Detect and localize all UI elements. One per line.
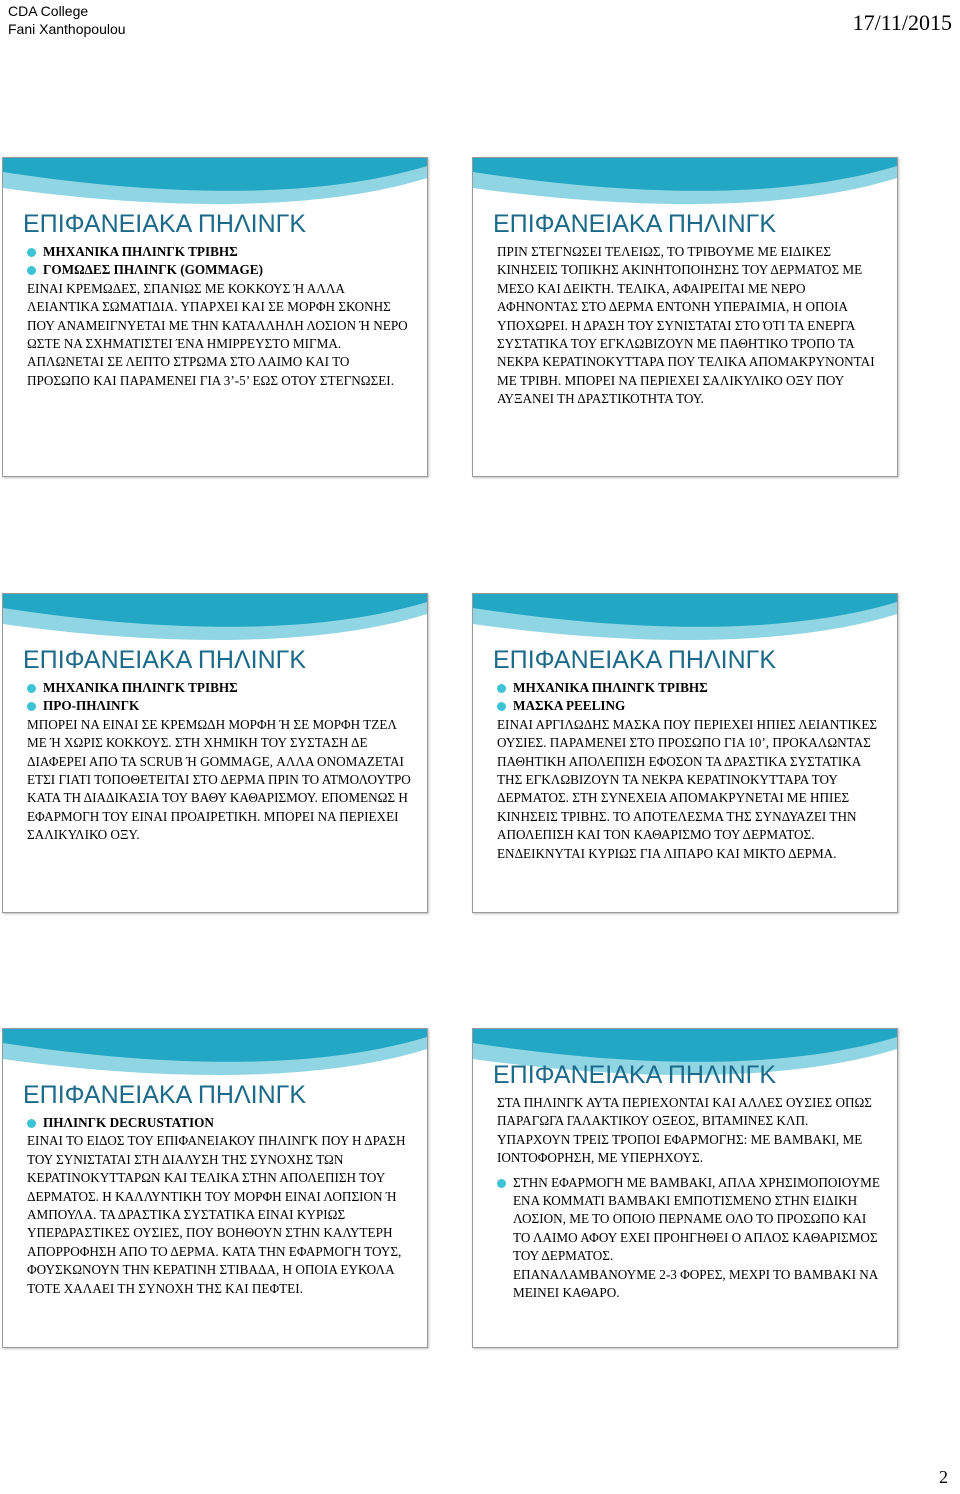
slide-bullet: ΜΗΧΑΝΙΚΑ ΠΗΛΙΝΓΚ ΤΡΙΒΗΣ [497,679,883,697]
slide-intro: ΣΤΑ ΠΗΛΙΝΓΚ ΑΥΤΑ ΠΕΡΙΕΧΟΝΤΑΙ ΚΑΙ ΑΛΛΕΣ ΟΥΣΙΕΣ ΟΠΩΣ ΠΑΡΑΓΩΓΑ ΓΑΛΑΚΤΙΚΟΥ ΟΞΕΟΣ, ΒΙΤΑΜΙΝΕΣ ΚΛΠ. ΥΠΑΡΧΟΥΝ ΤΡΕΙΣ ΤΡΟΠΟΙ ΕΦΑΡΜΟΓΗΣ: ΜΕ ΒΑΜΒΑΚΙ, ΜΕ ΙΟΝΤΟΦΟΡΗΣΗ, ΜΕ ΥΠΕΡΗΧΟΥΣ. [497,1095,872,1166]
slide-text: ΠΡΙΝ ΣΤΕΓΝΩΣΕΙ ΤΕΛΕΙΩΣ, ΤΟ ΤΡΙΒΟΥΜΕ ΜΕ ΕΙΔΙΚΕΣ ΚΙΝΗΣΕΙΣ ΤΟΠΙΚΗΣ ΑΚΙΝΗΤΟΠΟΙΗΣΗΣ ΤΟΥ ΔΕΡΜΑΤΟΣ ΜΕ ΜΕΣΟ ΚΑΙ ΔΕΙΚΤΗ. ΤΕΛΙΚΑ, ΑΦΑΙΡΕΙΤΑΙ ΜΕ ΝΕΡΟ ΑΦΗΝΟΝΤΑΣ ΣΤΟ ΔΕΡΜΑ ΕΝΤΟΝΗ ΥΠΕΡΑΙΜΙΑ, Η ΟΠΟΙΑ ΥΠΟΧΩΡΕΙ. Η ΔΡΑΣΗ ΤΟΥ ΣΥΝΙΣΤΑΤΑΙ ΣΤΟ ΌΤΙ ΤΑ ΕΝΕΡΓΑ ΣΥΣΤΑΤΙΚΑ ΤΟΥ ΕΓΚΛΩΒΙΖΟΥΝ ΜΕ ΠΑΘΗΤΙΚΟ ΤΡΟΠΟ ΤΑ ΝΕΚΡΑ ΚΕΡΑΤΙΝΟΚΥΤΤΑΡΑ ΠΟΥ ΤΕΛΙΚΑ ΑΠΟΜΑΚΡΥΝΟΝΤΑΙ ΜΕ ΤΡΙΒΗ. ΜΠΟΡΕΙ ΝΑ ΠΕΡΙΕΧΕΙ ΣΑΛΙΚΥΛΙΚΟ ΟΞΥ ΠΟΥ ΑΥΞΑΝΕΙ ΤΗ ΔΡΑΣΤΙΚΟΤΗΤΑ ΤΟΥ. [497,244,875,407]
slide-text: ΕΙΝΑΙ ΑΡΓΙΛΩΔΗΣ ΜΑΣΚΑ ΠΟΥ ΠΕΡΙΕΧΕΙ ΗΠΙΕΣ ΛΕΙΑΝΤΙΚΕΣ ΟΥΣΙΕΣ. ΠΑΡΑΜΕΝΕΙ ΣΤΟ ΠΡΟΣΩΠΟ ΓΙΑ 10’, ΠΡΟΚΑΛΩΝΤΑΣ ΠΑΘΗΤΙΚΗ ΑΠΟΛΕΠΙΣΗ ΕΦΟΣΟΝ ΤΑ ΔΡΑΣΤΙΚΑ ΣΥΣΤΑΤΙΚΑ ΤΗΣ ΕΓΚΛΩΒΙΖΟΥΝ ΤΑ ΝΕΚΡΑ ΚΕΡΑΤΙΝΟΚΥΤΤΑΡΑ ΤΟΥ ΔΕΡΜΑΤΟΣ. ΣΤΗ ΣΥΝΕΧΕΙΑ ΑΠΟΜΑΚΡΥΝΕΤΑΙ ΜΕ ΗΠΙΕΣ ΚΙΝΗΣΕΙΣ ΤΡΙΒΗΣ. ΤΟ ΑΠΟΤΕΛΕΣΜΑ ΤΗΣ ΣΥΝΔΥΑΖΕΙ ΤΗΝ ΑΠΟΛΕΠΙΣΗ ΚΑΙ ΤΟΝ ΚΑΘΑΡΙΣΜΟ ΤΟΥ ΔΕΡΜΑΤΟΣ. ΕΝΔΕΙΚΝΥΤΑΙ ΚΥΡΙΩΣ ΓΙΑ ΛΙΠΑΡΟ ΚΑΙ ΜΙΚΤΟ ΔΕΡΜΑ. [497,716,878,861]
slide-title: ΕΠΙΦΑΝΕΙΑΚΑ ΠΗΛΙΝΓΚ [23,210,307,238]
header-date: 17/11/2015 [852,10,952,35]
slide-5 [2,1028,428,1348]
slide-text: ΜΠΟΡΕΙ ΝΑ ΕΙΝΑΙ ΣΕ ΚΡΕΜΩΔΗ ΜΟΡΦΗ Ή ΣΕ ΜΟΡΦΗ ΤΖΕΛ ΜΕ Ή ΧΩΡΙΣ ΚΟΚΚΟΥΣ. ΣΤΗ ΧΗΜΙΚΗ ΤΟΥ ΣΥΣΤΑΣΗ ΔΕ ΔΙΑΦΕΡΕΙ ΑΠΟ ΤΑ SCRUB Ή GOMMAGE, ΑΛΛΑ ΟΝΟΜΑΖΕΤΑΙ ΕΤΣΙ ΓΙΑΤΙ ΤΟΠΟΘΕΤΕΙΤΑΙ ΣΤΟ ΔΕΡΜΑ ΠΡΙΝ ΤΟ ΑΤΜΟΛΟΥΤΡΟ ΚΑΤΑ ΤΗ ΔΙΑΔΙΚΑΣΙΑ ΤΟΥ ΒΑΘΥ ΚΑΘΑΡΙΣΜΟΥ. ΕΠΟΜΕΝΩΣ Η ΕΦΑΡΜΟΓΗ ΤΟΥ ΕΙΝΑΙ ΠΡΟΑΙΡΕΤΙΚΗ. ΜΠΟΡΕΙ ΝΑ ΠΕΡΙΕΧΕΙ ΣΑΛΙΚΥΛΙΚΟ ΟΞΥ. [27,716,411,843]
slide-title: ΕΠΙΦΑΝΕΙΑΚΑ ΠΗΛΙΝΓΚ [23,646,307,674]
slide-text: ΕΠΑΝΑΛΑΜΒΑΝΟΥΜΕ 2-3 ΦΟΡΕΣ, ΜΕΧΡΙ ΤΟ ΒΑΜΒΑΚΙ ΝΑ ΜΕΙΝΕΙ ΚΑΘΑΡΟ. [513,1266,878,1301]
slide-bullet: ΓΟΜΩΔΕΣ ΠΗΛΙΝΓΚ (GOMMAGE) [27,261,413,279]
slide-wave-decoration [473,594,897,654]
slide-title: ΕΠΙΦΑΝΕΙΑΚΑ ΠΗΛΙΝΓΚ [493,1061,777,1089]
slide-wave-decoration [3,594,427,654]
slide-title: ΕΠΙΦΑΝΕΙΑΚΑ ΠΗΛΙΝΓΚ [23,1081,307,1109]
slide-3 [2,593,428,913]
slide-bullet: ΜΗΧΑΝΙΚΑ ΠΗΛΙΝΓΚ ΤΡΙΒΗΣ [27,679,413,697]
page-number: 2 [939,1467,948,1487]
slide-1 [2,157,428,477]
slide-wave-decoration [473,158,897,218]
slide-4 [472,593,898,913]
slide-title: ΕΠΙΦΑΝΕΙΑΚΑ ΠΗΛΙΝΓΚ [493,210,777,238]
slide-wave-decoration [3,1029,427,1089]
slide-bullet: ΜΗΧΑΝΙΚΑ ΠΗΛΙΝΓΚ ΤΡΙΒΗΣ [27,243,413,261]
slide-bullet: ΣΤΗΝ ΕΦΑΡΜΟΓΗ ΜΕ ΒΑΜΒΑΚΙ, ΑΠΛΑ ΧΡΗΣΙΜΟΠΟΙΟΥΜΕ ΕΝΑ ΚΟΜΜΑΤΙ ΒΑΜΒΑΚΙ ΕΜΠΟΤΙΣΜΕΝΟ ΣΤΗΝ ΕΙΔΙΚΗ ΛΟΣΙΟΝ, ΜΕ ΤΟ ΟΠΟΙΟ ΠΕΡΝΑΜΕ ΟΛΟ ΤΟ ΠΡΟΣΩΠΟ ΚΑΙ ΤΟ ΛΑΙΜΟ ΑΦΟΥ ΕΧΕΙ ΠΡΟΗΓΗΘΕΙ Ο ΑΠΛΟΣ ΚΑΘΑΡΙΣΜΟΣ ΤΟΥ ΔΕΡΜΑΤΟΣ. [497,1174,883,1266]
slide-bullet: ΜΑΣΚΑ PEELING [497,697,883,715]
institution-name: CDA College [8,3,89,19]
slide-wave-decoration [3,158,427,218]
slide-text: ΕΙΝΑΙ ΚΡΕΜΩΔΕΣ, ΣΠΑΝΙΩΣ ΜΕ ΚΟΚΚΟΥΣ Ή ΑΛΛΑ ΛΕΙΑΝΤΙΚΑ ΣΩΜΑΤΙΔΙΑ. ΥΠΑΡΧΕΙ ΚΑΙ ΣΕ ΜΟΡΦΗ ΣΚΟΝΗΣ ΠΟΥ ΑΝΑΜΕΙΓΝΥΕΤΑΙ ΜΕ ΤΗΝ ΚΑΤΑΛΛΗΛΗ ΛΟΣΙΟΝ Ή ΝΕΡΟ ΩΣΤΕ ΝΑ ΣΧΗΜΑΤΙΣΤΕΙ ΈΝΑ ΗΜΙΡΡΕΥΣΤΟ ΜΙΓΜΑ. ΑΠΛΩΝΕΤΑΙ ΣΕ ΛΕΠΤΟ ΣΤΡΩΜΑ ΣΤΟ ΛΑΙΜΟ ΚΑΙ ΤΟ ΠΡΟΣΩΠΟ ΚΑΙ ΠΑΡΑΜΕΝΕΙ ΓΙΑ 3’-5’ ΕΩΣ ΟΤΟΥ ΣΤΕΓΝΩΣΕΙ. [27,280,408,388]
slide-text: ΕΙΝΑΙ ΤΟ ΕΙΔΟΣ ΤΟΥ ΕΠΙΦΑΝΕΙΑΚΟΥ ΠΗΛΙΝΓΚ ΠΟΥ Η ΔΡΑΣΗ ΤΟΥ ΣΥΝΙΣΤΑΤΑΙ ΣΤΗ ΔΙΑΛΥΣΗ ΤΗΣ ΣΥΝΟΧΗΣ ΤΩΝ ΚΕΡΑΤΙΝΟΚΥΤΤΑΡΩΝ ΚΑΙ ΤΕΛΙΚΑ ΣΤΗΝ ΑΠΟΛΕΠΙΣΗ ΤΟΥ ΔΕΡΜΑΤΟΣ. Η ΚΑΛΛΥΝΤΙΚΗ ΤΟΥ ΜΟΡΦΗ ΕΙΝΑΙ ΛΟΠΣΙΟΝ Ή ΑΜΠΟΥΛΑ. ΤΑ ΔΡΑΣΤΙΚΑ ΣΥΣΤΑΤΙΚΑ ΕΙΝΑΙ ΚΥΡΙΩΣ ΥΠΕΡΔΡΑΣΤΙΚΕΣ ΟΥΣΙΕΣ, ΠΟΥ ΒΟΗΘΟΥΝ ΣΤΗΝ ΚΑΛΥΤΕΡΗ ΑΠΟΡΡΟΦΗΣΗ ΑΠΟ ΤΟ ΔΕΡΜΑ. ΚΑΤΑ ΤΗΝ ΕΦΑΡΜΟΓΗ ΤΟΥΣ, ΦΟΥΣΚΩΝΟΥΝ ΤΗΝ ΚΕΡΑΤΙΝΗ ΣΤΙΒΑΔΑ, Η ΟΠΟΙΑ ΕΥΚΟΛΑ ΤΟΤΕ ΧΑΛΑΕΙ ΤΗ ΣΥΝΟΧΗ ΤΗΣ ΚΑΙ ΠΕΦΤΕΙ. [27,1133,406,1296]
header-left [8,2,126,38]
slide-bullet: ΠΗΛΙΝΓΚ DECRUSTATION [27,1114,413,1132]
slide-title: ΕΠΙΦΑΝΕΙΑΚΑ ΠΗΛΙΝΓΚ [493,646,777,674]
author-name: Fani Xanthopoulou [8,21,126,37]
slide-bullet: ΠΡΟ-ΠΗΛΙΝΓΚ [27,697,413,715]
slide-6 [472,1028,898,1348]
slide-2 [472,157,898,477]
